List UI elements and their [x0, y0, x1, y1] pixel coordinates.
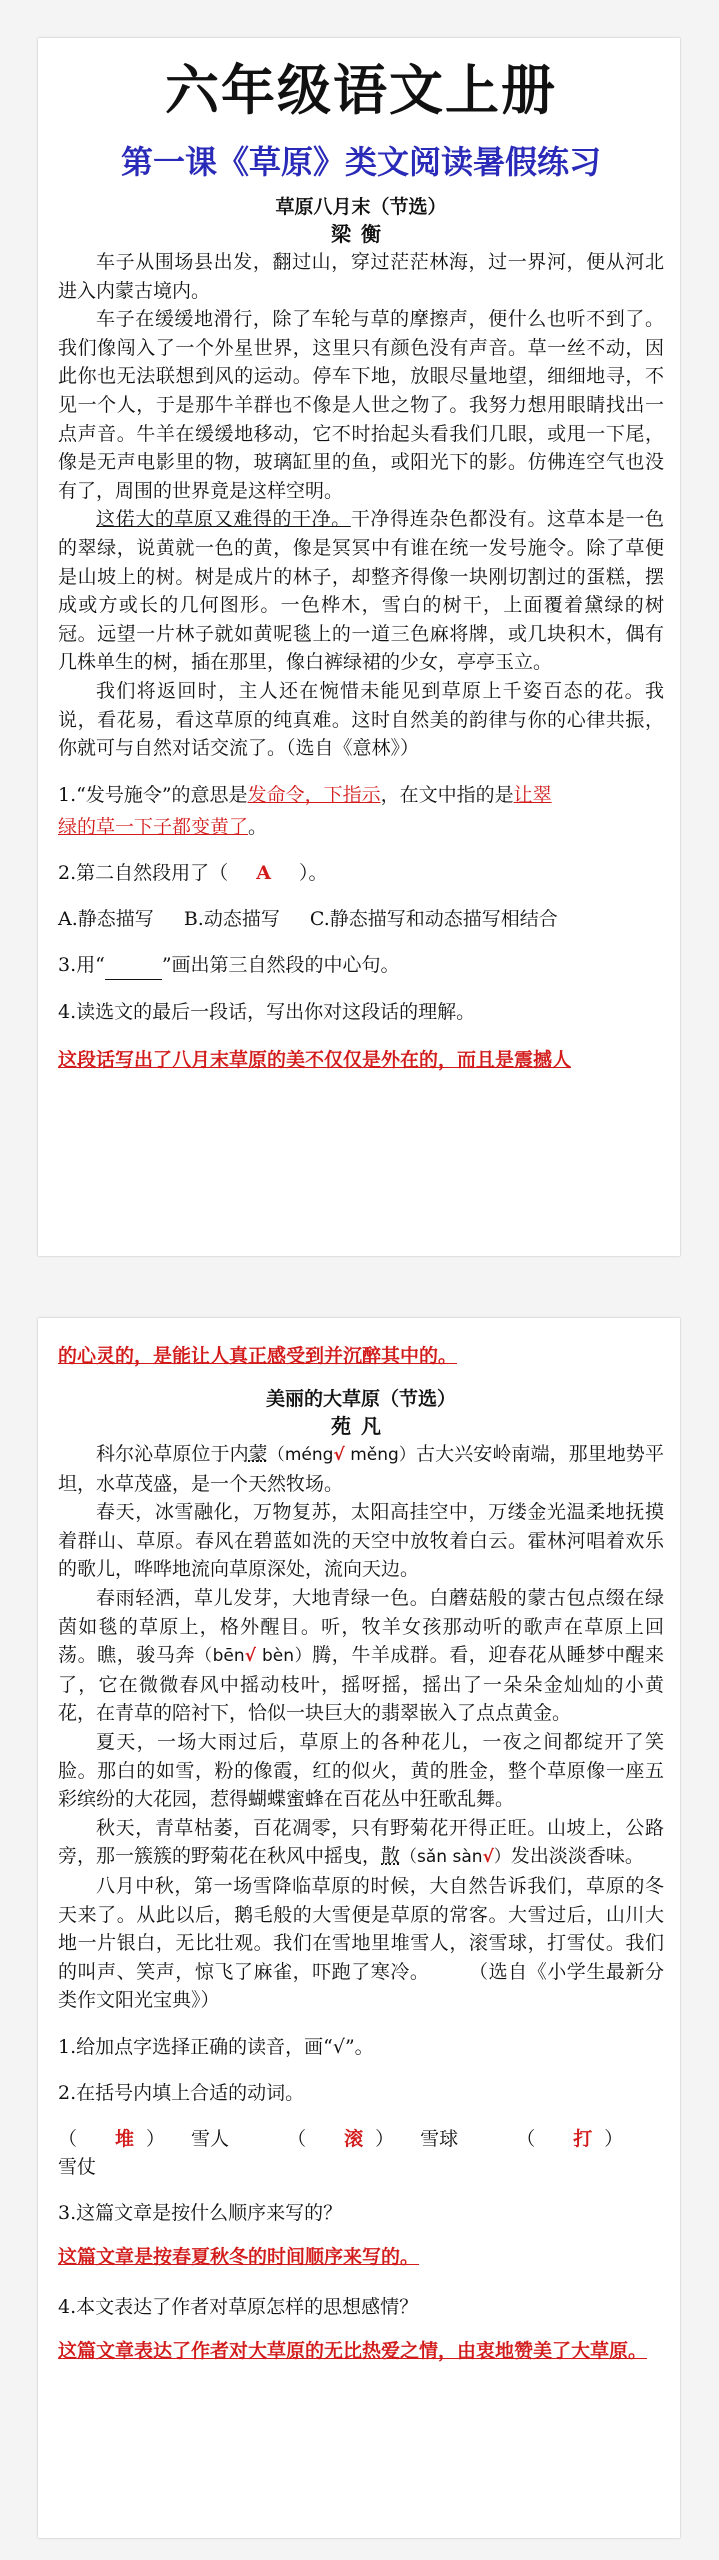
- pinyin-san-1: （sǎn sàn: [400, 1847, 483, 1868]
- p2-question-1: 1.给加点字选择正确的读音，画“√”。: [58, 2035, 374, 2058]
- passage1-title: 草原八月末（节选）: [275, 196, 447, 218]
- worksheet-page-2: [38, 1318, 680, 2538]
- p5-text-b: 发出淡淡香味。: [510, 1845, 644, 1868]
- question-3: [58, 951, 664, 980]
- question-4: 4.读选文的最后一段话，写出你对这段话的理解。: [58, 1000, 476, 1023]
- passage2-paragraph-3: [58, 1584, 664, 1728]
- q1-prefix: 1.“发号施令”的意思是: [58, 783, 248, 806]
- page-title: 六年级语文上册: [165, 59, 557, 122]
- q3-prefix: 3.用“: [58, 953, 105, 976]
- p3-text-b: 腾，牛羊成群。看，迎春花从睡梦中醒来了，它在微微春风中摇动枝叶，摇呀摇，摇出了一朵朵金灿灿的小黄花，在青草的陪衬下，恰似一块巨大的翡翠嵌入了点点黄金。: [58, 1644, 664, 1725]
- q2-suffix: ）。: [298, 861, 328, 884]
- question-1: [58, 781, 664, 809]
- p2-question-3: 3.这篇文章是按什么顺序来写的？: [58, 2201, 343, 2224]
- passage2-paragraph-5: [58, 1814, 664, 1872]
- q2-option-a: A.静态描写: [58, 907, 154, 930]
- p2-q4-answer: 这篇文章表达了作者对大草原的无比热爱之情，由衷地赞美了大草原。: [58, 2339, 648, 2362]
- q4-answer-part-2: 的心灵的，是能让人真正感受到并沉醉其中的。: [58, 1345, 458, 1367]
- pinyin-ben-1: （bēn: [195, 1646, 245, 1667]
- p3-text-a: 春雨轻洒，草儿发芽，大地青绿一色。白蘑菇般的蒙古包点缀在绿茵如毯的草原上，格外醒目。听，牧羊女孩那动听的歌声在草原上回荡。瞧，骏马奔: [58, 1586, 664, 1667]
- q2-option-c: C.静态描写和动态描写相结合: [309, 907, 558, 930]
- pinyin-san-2: ）: [493, 1847, 511, 1868]
- fill-verb-3: 打: [573, 2127, 593, 2150]
- tick-mark-icon: √: [244, 1646, 256, 1667]
- passage1-paragraph-4: 我们将返回时，主人还在惋惜未能见到草原上千姿百态的花。我说，看花易，看这草原的纯真难。这时自然美的韵律与你的心律共振，你就可与自然对话交流了。（选自《意林》）: [58, 679, 664, 760]
- question-1-cont: [58, 813, 664, 841]
- passage2-paragraph-2: 春天，冰雪融化，万物复苏，太阳高挂空中，万缕金光温柔地抚摸着群山、草原。春风在碧蓝如洗的天空中放牧着白云。霍林河唱着欢乐的歌儿，哗哗地流向草原深处，流向天边。: [58, 1501, 664, 1581]
- fill-item: [58, 2128, 255, 2150]
- dotted-char-san: 散: [381, 1845, 401, 1868]
- tick-mark-icon: √: [482, 1847, 494, 1868]
- p1-text-a: 科尔沁草原位于内: [96, 1443, 249, 1465]
- worksheet-page-1: [38, 38, 680, 1256]
- fill-noun-2: 雪球: [420, 2127, 459, 2150]
- fill-verb-1: 堆: [115, 2127, 135, 2150]
- fill-noun-1: 雪人: [191, 2127, 230, 2150]
- passage2-title: 美丽的大草原（节选）: [265, 1388, 456, 1410]
- p5-text-a: 秋天，青草枯萎，百花凋零，只有野菊花开得正旺。山坡上，公路旁，那一簇簇的野菊花在秋风中摇曳，: [58, 1816, 664, 1868]
- passage1-paragraph-2: 车子在缓缓地滑行，除了车轮与草的摩擦声，便什么也听不到了。我们像闯入了一个外星世界，这里只有颜色没有声音。草一丝不动，因此你也无法联想到风的运动。停车下地，放眼尽量地望，细细地寻，不见一个人，于是那牛羊群也不像是人世之物了。我努力想用眼睛找出一点声音。牛羊在缓缓地移动，它不时抬起头看我们几眼，或甩一下尾，像是无声电影里的物，玻璃缸里的鱼，或阳光下的影。仿佛连空气也没有了，周围的世界竟是这样空明。: [58, 308, 664, 502]
- paren-close: ）: [146, 2127, 166, 2150]
- passage2-paragraph-6: 八月中秋，第一场雪降临草原的时候，大自然告诉我们，草原的冬天来了。从此以后，鹅毛般的大雪便是草原的常客。大雪过后，山川大地一片银白，无比壮观。我们在雪地里堆雪人，滚雪球，打雪仗。我们的叫声、笑声，惊飞了麻雀，吓跑了寒冷。 （选自《小学生最新分类作文阳光宝典》）: [58, 1874, 664, 2012]
- passage2-author: 苑凡: [331, 1414, 391, 1438]
- passage2-paragraph-4: 夏天，一场大雨过后，草原上的各种花儿，一夜之间都绽开了笑脸。那白的如雪，粉的像霞，红的似火，黄的胜金，整个草原像一座五彩缤纷的大花园，惹得蝴蝶蜜蜂在百花丛中狂歌乱舞。: [58, 1730, 664, 1811]
- q1-answer-2a: 让翠: [513, 783, 552, 806]
- tick-mark-icon: √: [333, 1445, 345, 1465]
- paragraph-3-rest: 干净得连杂色都没有。这草本是一色的翠绿，说黄就一色的黄，像是冥冥中有谁在统一发号施令。除了草便是山坡上的树。树是成片的林子，却整齐得像一块刚切割过的蛋糕，摆成或方或长的几何图形。一色桦木，雪白的树干，上面覆着黛绿的树冠。远望一片林子就如黄呢毯上的一道三色麻将牌，或几块积木，偶有几株单生的树，插在那里，像白裤绿裙的少女，亭亭玉立。: [58, 508, 664, 674]
- pinyin-meng-1: （méng: [267, 1445, 334, 1465]
- p2-question-2: 2.在括号内填上合适的动词。: [58, 2081, 305, 2104]
- question-2: [58, 859, 664, 887]
- pinyin-meng-2: měng）: [344, 1445, 416, 1465]
- q1-answer-1: 发命令，下指示: [247, 783, 381, 806]
- lesson-subtitle: 第一课《草原》类文阅读暑假练习: [120, 143, 601, 181]
- p2-q3-answer: 这篇文章是按春夏秋冬的时间顺序来写的。: [58, 2245, 420, 2268]
- q1-suffix: 。: [248, 815, 268, 838]
- q1-middle: ，在文中指的是: [380, 783, 514, 806]
- fill-noun-3: 雪仗: [58, 2155, 97, 2178]
- q2-fill-row: [58, 2125, 664, 2181]
- passage1-author: 梁衡: [331, 222, 391, 246]
- paren-close: ）: [375, 2127, 395, 2150]
- central-sentence: 这偌大的草原又难得的干净。: [96, 508, 351, 531]
- q2-option-b: B.动态描写: [183, 907, 280, 930]
- q4-answer-part-1: 这段话写出了八月末草原的美不仅仅是外在的，而且是震撼人: [58, 1048, 572, 1071]
- paren-open: （: [58, 2127, 78, 2150]
- passage2-paragraph-1: [58, 1440, 664, 1498]
- p1-text-b: 古大兴安岭南端，那里地势平坦，水草茂盛，是一个天然牧场。: [58, 1443, 664, 1495]
- paren-close: ）: [604, 2127, 624, 2150]
- paren-open: （: [516, 2127, 536, 2150]
- q2-options: [58, 905, 664, 933]
- fill-item: [287, 2128, 484, 2150]
- passage1-paragraph-3: [58, 505, 664, 677]
- p2-question-4: 4.本文表达了作者对草原怎样的思想感情？: [58, 2295, 419, 2318]
- q3-suffix: ”画出第三自然段的中心句。: [161, 953, 400, 976]
- pinyin-ben-2: bèn）: [256, 1646, 313, 1667]
- fill-verb-2: 滚: [344, 2127, 364, 2150]
- q1-answer-2b: 绿的草一下子都变黄了: [58, 815, 249, 838]
- dotted-char-meng: 蒙: [248, 1443, 268, 1465]
- passage1-paragraph-1: 车子从围场县出发，翻过山，穿过茫茫林海，过一界河，便从河北进入内蒙古境内。: [58, 251, 664, 302]
- paren-open: （: [287, 2127, 307, 2150]
- q3-blank: [105, 951, 162, 980]
- q2-answer: A: [256, 861, 271, 884]
- q2-prefix: 2.第二自然段用了（: [58, 861, 229, 884]
